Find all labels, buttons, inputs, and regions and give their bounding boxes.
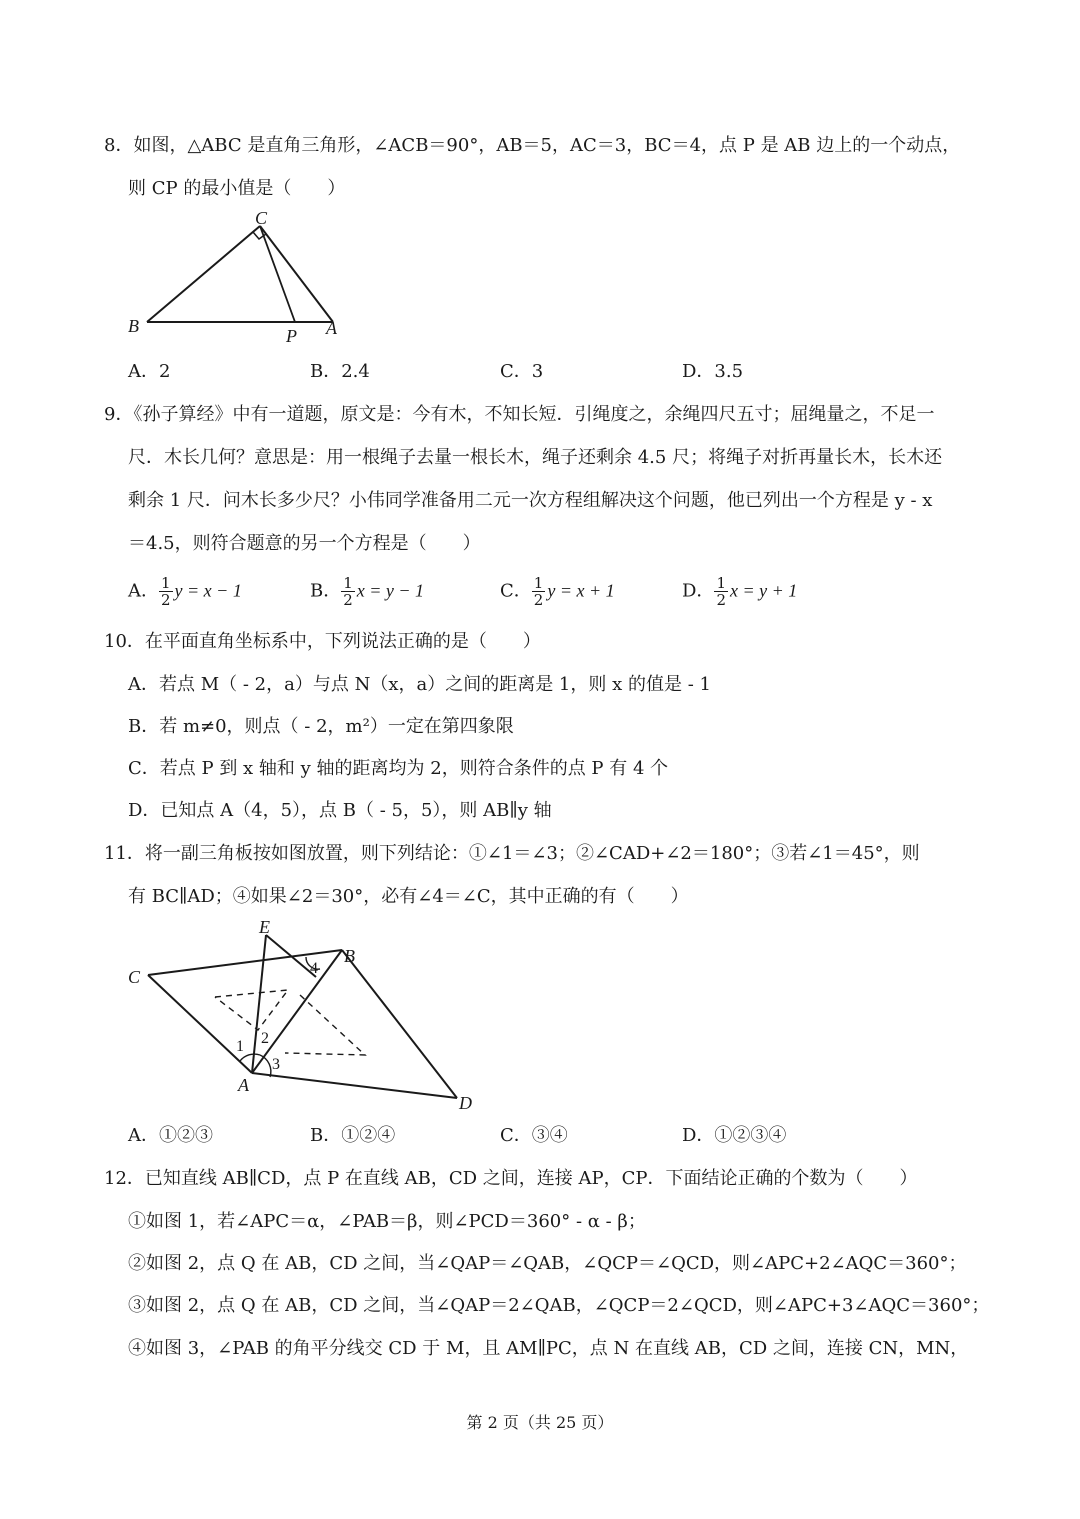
q8-option-a: A．2: [128, 361, 171, 382]
q9-option-a: [128, 575, 242, 608]
q9-stem-line4: ＝4.5，则符合题意的另一个方程是（ ）: [128, 533, 481, 554]
q11-option-a: A．①②③: [128, 1125, 213, 1146]
q8-option-c: C．3: [500, 361, 544, 382]
label-angle-2: 2: [261, 1030, 269, 1047]
equation: x = y + 1: [729, 580, 798, 601]
segment-bd: [342, 950, 457, 1098]
q9-stem-line1: 9．《孙子算经》中有一道题，原文是：今有木，不知长短．引绳度之，余绳四尺五寸；屈绳量之，不足一: [104, 404, 935, 425]
equation: x = y − 1: [356, 580, 425, 601]
fraction-denominator: 2: [161, 591, 171, 609]
q10-option-b: B．若 m≠0，则点（ - 2，m²）一定在第四象限: [128, 716, 514, 737]
option-letter: A．: [128, 580, 159, 602]
q11-option-d: D．①②③④: [682, 1125, 787, 1146]
q11-option-b: B．①②④: [310, 1125, 396, 1146]
fraction: [532, 575, 546, 608]
q11-stem-line2: 有 BC∥AD；④如果∠2＝30°，必有∠4＝∠C，其中正确的有（ ）: [128, 886, 689, 907]
q9-stem-line3: 剩余 1 尺．问木长多少尺？小伟同学准备用二元一次方程组解决这个问题，他已列出一个方程是 y - x: [128, 490, 933, 511]
segment-ca: [148, 975, 252, 1073]
fraction-numerator: 1: [533, 574, 544, 592]
dashed-inner-triangle-1: [215, 990, 288, 1030]
q8-stem-line2: 则 CP 的最小值是（ ）: [128, 178, 346, 199]
option-letter: C．: [500, 580, 532, 602]
dashed-inner-triangle-2: [285, 995, 365, 1055]
q12-item-3: ③如图 2，点 Q 在 AB，CD 之间，当∠QAP＝2∠QAB，∠QCP＝2∠QCD，则∠APC+3∠AQC＝360°；: [128, 1295, 990, 1316]
fraction-numerator: 1: [343, 574, 353, 592]
q8-option-d: D．3.5: [682, 361, 744, 382]
option-letter: D．: [682, 580, 715, 602]
label-angle-1: 1: [236, 1038, 244, 1055]
label-a: A: [326, 318, 337, 338]
fraction-denominator: 2: [343, 591, 353, 609]
q10-option-d: D．已知点 A（4，5），点 B（ - 5，5），则 AB∥y 轴: [128, 800, 552, 821]
label-angle-3: 3: [272, 1056, 280, 1073]
label-d: D: [459, 1093, 472, 1113]
q12-item-1: ①如图 1，若∠APC＝α，∠PAB＝β，则∠PCD＝360° - α - β；: [128, 1211, 646, 1232]
label-c: C: [128, 967, 141, 987]
label-b: B: [344, 946, 355, 966]
label-b: B: [128, 316, 139, 336]
segment-ad: [252, 1073, 457, 1098]
equation: y = x + 1: [547, 580, 615, 601]
label-c: C: [255, 212, 268, 228]
q10-option-c: C．若点 P 到 x 轴和 y 轴的距离均为 2，则符合条件的点 P 有 4 个: [128, 758, 669, 779]
label-p: P: [286, 326, 297, 346]
segment-e-edge: [266, 935, 316, 977]
q10-stem: 10．在平面直角坐标系中，下列说法正确的是（ ）: [104, 631, 541, 652]
fraction-numerator: 1: [161, 574, 171, 592]
q9-option-b: [310, 575, 424, 608]
segment-bc: [147, 226, 260, 322]
q8-stem-line1: 8．如图，△ABC 是直角三角形，∠ACB＝90°，AB＝5，AC＝3，BC＝4，点 P 是 AB 边上的一个动点，: [104, 135, 961, 156]
q8-option-b: B．2.4: [310, 361, 370, 382]
fraction: [341, 575, 355, 608]
equation: y = x − 1: [174, 580, 242, 601]
fraction-denominator: 2: [716, 591, 726, 609]
q9-option-c: [500, 575, 615, 608]
fraction: [159, 575, 173, 608]
q10-option-a: A．若点 M（ - 2，a）与点 N（x，a）之间的距离是 1，则 x 的值是 - 1: [128, 674, 711, 695]
q8-triangle-figure: [120, 212, 360, 352]
fraction-denominator: 2: [533, 591, 544, 609]
fraction: [714, 575, 728, 608]
q9-option-d: [682, 575, 797, 608]
q12-item-2: ②如图 2，点 Q 在 AB，CD 之间，当∠QAP＝∠QAB，∠QCP＝∠QCD，则∠APC+2∠AQC＝360°；: [128, 1253, 967, 1274]
segment-ca: [260, 226, 333, 322]
label-angle-4: 4: [310, 960, 318, 977]
q11-stem-line1: 11．将一副三角板按如图放置，则下列结论：①∠1＝∠3；②∠CAD+∠2＝180°；③若∠1＝45°，则: [104, 843, 920, 864]
angle-arc-1: [240, 1054, 260, 1061]
q11-option-c: C．③④: [500, 1125, 568, 1146]
label-a: A: [238, 1075, 249, 1095]
q12-item-4: ④如图 3，∠PAB 的角平分线交 CD 于 M，且 AM∥PC，点 N 在直线 AB，CD 之间，连接 CN，MN，: [128, 1338, 969, 1359]
q9-stem-line2: 尺．木长几何？意思是：用一根绳子去量一根长木，绳子还剩余 4.5 尺；将绳子对折再量长木，长木还: [128, 447, 943, 468]
q12-stem: 12．已知直线 AB∥CD，点 P 在直线 AB，CD 之间，连接 AP，CP．下面结论正确的个数为（ ）: [104, 1168, 918, 1189]
q11-triangle-board-figure: [120, 915, 490, 1115]
label-e: E: [259, 917, 270, 937]
fraction-numerator: 1: [716, 574, 726, 592]
page-footer: 第 2 页（共 25 页）: [466, 1413, 614, 1432]
segment-ea: [252, 935, 266, 1073]
option-letter: B．: [310, 580, 342, 602]
segment-cp: [260, 226, 295, 322]
